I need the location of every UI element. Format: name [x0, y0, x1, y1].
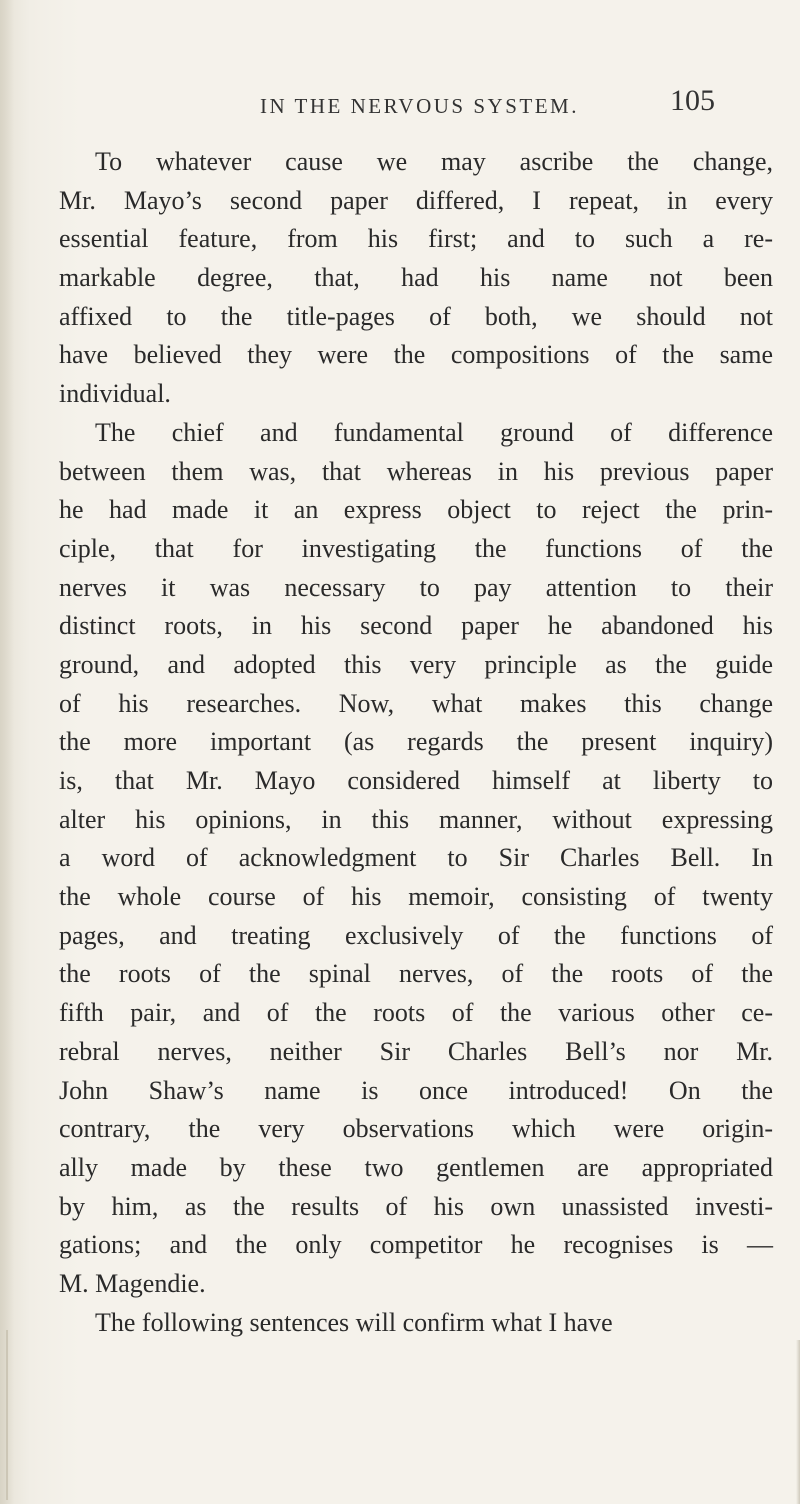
text-line: nerves it was necessary to pay attention to their: [59, 572, 773, 602]
text-line: Mr. Mayo’s second paper differed, I repeat, in every: [59, 185, 773, 215]
text-line: pages, and treating exclusively of the functions of: [59, 920, 773, 950]
running-head: [0, 84, 800, 124]
text-line: ally made by these two gentlemen are appropriated: [59, 1152, 773, 1182]
text-line: essential feature, from his first; and to such a re-: [59, 224, 773, 254]
text-line: the more important (as regards the present inquiry): [59, 727, 773, 757]
text-line: alter his opinions, in this manner, without expressing: [59, 804, 773, 834]
running-title: IN THE NERVOUS SYSTEM.: [260, 94, 579, 118]
text-line: The following sentences will confirm what I have: [95, 1307, 613, 1337]
text-line: by him, as the results of his own unassisted investi-: [59, 1191, 773, 1221]
text-line: M. Magendie.: [59, 1268, 206, 1298]
text-line: of his researches. Now, what makes this change: [59, 688, 773, 718]
text-line: have believed they were the compositions of the same: [59, 340, 773, 370]
text-line: markable degree, that, had his name not been: [59, 263, 773, 293]
text-line: contrary, the very observations which were origin-: [59, 1114, 773, 1144]
gutter-shadow: [0, 0, 14, 1504]
text-line: affixed to the title-pages of both, we should not: [59, 301, 773, 331]
text-line: rebral nerves, neither Sir Charles Bell’s nor Mr.: [59, 1036, 773, 1066]
text-line: is, that Mr. Mayo considered himself at liberty to: [59, 766, 773, 795]
text-line: individual.: [59, 379, 171, 409]
text-line: To whatever cause we may ascribe the change,: [95, 147, 773, 176]
text-line: John Shaw’s name is once introduced! On the: [59, 1075, 773, 1105]
text-line: ciple, that for investigating the functions of the: [59, 533, 773, 563]
text-line: fifth pair, and of the roots of the various other ce-: [59, 998, 773, 1028]
text-line: the whole course of his memoir, consisting of twenty: [59, 882, 773, 912]
text-line: between them was, that whereas in his previous paper: [59, 456, 773, 486]
binding-edge-mark: [6, 1330, 8, 1500]
text-line: The chief and fundamental ground of difference: [95, 417, 773, 447]
page-number: 105: [670, 84, 715, 117]
text-line: the roots of the spinal nerves, of the roots of the: [59, 959, 773, 989]
text-line: gations; and the only competitor he recognises is —: [59, 1230, 773, 1260]
page-edge-shadow: [796, 1340, 800, 1504]
text-line: ground, and adopted this very principle as the guide: [59, 649, 773, 679]
text-line: a word of acknowledgment to Sir Charles Bell. In: [59, 843, 773, 873]
body-text: [59, 143, 773, 1342]
text-line: he had made it an express object to reject the prin-: [59, 495, 773, 525]
text-line: distinct roots, in his second paper he abandoned his: [59, 611, 773, 641]
